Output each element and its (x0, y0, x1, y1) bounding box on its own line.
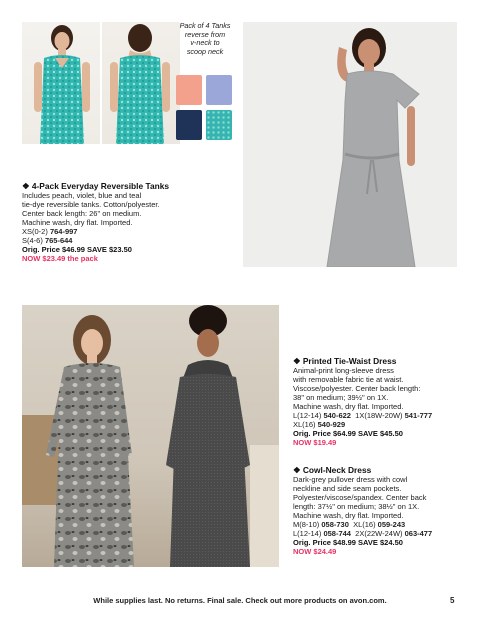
sku-code: 764-997 (49, 227, 78, 236)
tanks-now-price: NOW $23.49 the pack (22, 254, 98, 263)
sku-size: L(12-14) (293, 529, 322, 538)
pack-note-line: scoop neck (186, 46, 224, 56)
sku-code: 765-644 (44, 236, 73, 245)
printed-now-price: NOW $19.49 (293, 438, 337, 447)
tanks-desc-line: Machine wash, dry flat. Imported. (22, 218, 133, 227)
sku-size: 2X(22W-24W) (355, 529, 403, 538)
sku-code: 540-929 (317, 420, 346, 429)
cowl-desc-line: Dark-grey pullover dress with cowl (293, 475, 408, 484)
printed-sku-line (293, 411, 463, 420)
printed-and-cowl-dress-photo (22, 305, 279, 567)
sku-size: XL(16) (353, 520, 376, 529)
sku-code: 063-477 (404, 529, 433, 538)
cowl-now-price: NOW $24.49 (293, 547, 337, 556)
tanks-desc-line: Includes peach, violet, blue and teal (22, 191, 142, 200)
sku-size: S(4-6) (22, 236, 43, 245)
sku-size: XS(0-2) (22, 227, 48, 236)
printed-orig-price: Orig. Price $64.99 SAVE $45.50 (293, 429, 403, 438)
printed-sku-line (293, 420, 463, 429)
printed-block (293, 356, 463, 447)
tanks-block (22, 181, 237, 263)
printed-desc-line: Viscose/polyester. Center back length: (293, 384, 421, 393)
sku-size: L(12-14) (293, 411, 322, 420)
tanks-desc-line: tie-dye reversible tanks. Cotton/polyester. (22, 200, 160, 209)
tanks-title-text: 4-Pack Everyday Reversible Tanks (31, 181, 170, 191)
cowl-desc-line: neckline and side seam pockets. (293, 484, 402, 493)
violet-swatch (206, 75, 232, 105)
pack-note-line: Pack of 4 Tanks (179, 21, 231, 30)
cowl-desc-line: Machine wash, dry flat. Imported. (293, 511, 404, 520)
printed-desc-line: 38" on medium; 39½" on 1X. (293, 393, 389, 402)
cowl-title-text: Cowl-Neck Dress (302, 465, 372, 475)
pack-note (170, 22, 240, 56)
sku-code: 058-730 (321, 520, 349, 529)
cowl-orig-price: Orig. Price $48.99 SAVE $24.50 (293, 538, 403, 547)
tanks-orig-price: Orig. Price $46.99 SAVE $23.50 (22, 245, 132, 254)
cowl-block (293, 465, 463, 556)
sku-size: 1X(18W-20W) (355, 411, 403, 420)
cowl-sku-line (293, 520, 463, 529)
printed-title: ❖ Printed Tie-Waist Dress (293, 356, 397, 366)
cowl-sku-line (293, 529, 463, 538)
pack-note-line: v-neck to (190, 38, 220, 47)
sku-size: M(8-10) (293, 520, 320, 529)
pack-note-line: reverse from (184, 29, 226, 39)
navy-swatch (176, 110, 202, 140)
printed-desc-line: Animal-print long-sleeve dress (293, 366, 394, 375)
printed-desc-line: Machine wash, dry flat. Imported. (293, 402, 404, 411)
flutter-dress-photo (243, 22, 457, 267)
tanks-desc-line: Center back length: 26" on medium. (22, 209, 142, 218)
cowl-desc-line: Polyester/viscose/spandex. Center back (293, 493, 427, 502)
printed-desc-line: with removable fabric tie at waist. (293, 375, 404, 384)
sku-code: 058-744 (323, 529, 351, 538)
teal-swatch (206, 110, 232, 140)
sku-size: XL(16) (293, 420, 316, 429)
sku-code: 059-243 (377, 520, 406, 529)
cowl-desc-line: length: 37½" on medium; 38½" on 1X. (293, 502, 420, 511)
sku-code: 540-622 (323, 411, 351, 420)
peach-swatch (176, 75, 202, 105)
tanks-sku (22, 227, 237, 236)
sku-code: 541-777 (404, 411, 433, 420)
tanks-title: ❖ 4-Pack Everyday Reversible Tanks (22, 181, 170, 191)
cowl-title: ❖ Cowl-Neck Dress (293, 465, 372, 475)
tank-front-photo (22, 22, 100, 144)
tank-back-photo (102, 22, 180, 144)
printed-title-text: Printed Tie-Waist Dress (302, 356, 397, 366)
tanks-sku (22, 236, 237, 245)
page-number: 5 (450, 596, 455, 605)
footer-disclaimer: While supplies last. No returns. Final sale. Check out more products on avon.com. (93, 596, 387, 605)
